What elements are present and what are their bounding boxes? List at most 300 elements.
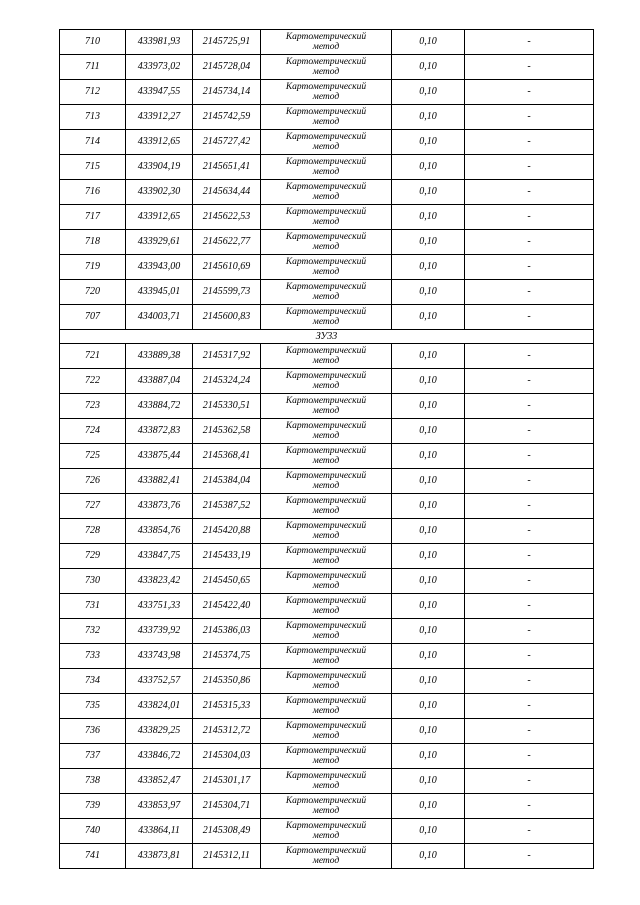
method-cell (261, 744, 392, 769)
table-row (60, 519, 594, 544)
accuracy-cell: 0,10 (392, 180, 465, 205)
point-number-cell: 717 (60, 205, 126, 230)
method-line-2: метод (312, 92, 340, 102)
coordinates-sheet (59, 29, 593, 869)
table-row (60, 130, 594, 155)
method-line-1: Картометрический (285, 307, 367, 317)
y-coordinate-cell: 2145651,41 (193, 155, 261, 180)
table-row (60, 844, 594, 869)
y-coordinate-cell: 2145301,17 (193, 769, 261, 794)
y-coordinate-cell: 2145634,44 (193, 180, 261, 205)
y-coordinate-cell: 2145387,52 (193, 494, 261, 519)
method-line-2: метод (312, 706, 340, 716)
y-coordinate-cell: 2145330,51 (193, 394, 261, 419)
table-row (60, 819, 594, 844)
note-cell: - (465, 130, 594, 155)
note-cell: - (465, 305, 594, 330)
point-number-cell: 726 (60, 469, 126, 494)
point-number-cell: 735 (60, 694, 126, 719)
method-line-2: метод (312, 681, 340, 691)
x-coordinate-cell: 433875,44 (126, 444, 193, 469)
accuracy-cell: 0,10 (392, 394, 465, 419)
method-line-2: метод (312, 142, 340, 152)
y-coordinate-cell: 2145368,41 (193, 444, 261, 469)
method-line-2: метод (312, 506, 340, 516)
method-cell (261, 369, 392, 394)
y-coordinate-cell: 2145742,59 (193, 105, 261, 130)
point-number-cell: 712 (60, 80, 126, 105)
method-line-1: Картометрический (285, 846, 367, 856)
method-cell (261, 494, 392, 519)
x-coordinate-cell: 433912,65 (126, 205, 193, 230)
point-number-cell: 716 (60, 180, 126, 205)
note-cell: - (465, 394, 594, 419)
y-coordinate-cell: 2145362,58 (193, 419, 261, 444)
accuracy-cell: 0,10 (392, 494, 465, 519)
method-line-2: метод (312, 267, 340, 277)
note-cell: - (465, 719, 594, 744)
y-coordinate-cell: 2145304,71 (193, 794, 261, 819)
point-number-cell: 723 (60, 394, 126, 419)
accuracy-cell: 0,10 (392, 769, 465, 794)
method-line-1: Картометрический (285, 521, 367, 531)
x-coordinate-cell: 433947,55 (126, 80, 193, 105)
method-line-1: Картометрический (285, 32, 367, 42)
method-line-2: метод (312, 292, 340, 302)
method-line-2: метод (312, 556, 340, 566)
accuracy-cell: 0,10 (392, 55, 465, 80)
method-line-1: Картометрический (285, 721, 367, 731)
table-row (60, 344, 594, 369)
x-coordinate-cell: 433873,76 (126, 494, 193, 519)
accuracy-cell: 0,10 (392, 369, 465, 394)
accuracy-cell: 0,10 (392, 255, 465, 280)
method-line-2: метод (312, 531, 340, 541)
method-cell (261, 644, 392, 669)
x-coordinate-cell: 433751,33 (126, 594, 193, 619)
method-line-2: метод (312, 656, 340, 666)
accuracy-cell: 0,10 (392, 694, 465, 719)
y-coordinate-cell: 2145304,03 (193, 744, 261, 769)
note-cell: - (465, 55, 594, 80)
table-body-block-1 (60, 30, 594, 330)
table-row (60, 619, 594, 644)
method-line-1: Картометрический (285, 396, 367, 406)
method-line-1: Картометрический (285, 182, 367, 192)
method-cell (261, 305, 392, 330)
accuracy-cell: 0,10 (392, 519, 465, 544)
note-cell: - (465, 544, 594, 569)
table-row (60, 594, 594, 619)
method-cell (261, 205, 392, 230)
x-coordinate-cell: 433929,61 (126, 230, 193, 255)
y-coordinate-cell: 2145599,73 (193, 280, 261, 305)
accuracy-cell: 0,10 (392, 819, 465, 844)
method-line-2: метод (312, 217, 340, 227)
table-body-block-2 (60, 344, 594, 869)
method-cell (261, 544, 392, 569)
table-row (60, 694, 594, 719)
method-line-2: метод (312, 806, 340, 816)
note-cell: - (465, 469, 594, 494)
accuracy-cell: 0,10 (392, 30, 465, 55)
x-coordinate-cell: 433945,01 (126, 280, 193, 305)
method-line-2: метод (312, 42, 340, 52)
table-row (60, 80, 594, 105)
accuracy-cell: 0,10 (392, 844, 465, 869)
accuracy-cell: 0,10 (392, 130, 465, 155)
method-line-2: метод (312, 731, 340, 741)
y-coordinate-cell: 2145308,49 (193, 819, 261, 844)
note-cell: - (465, 744, 594, 769)
accuracy-cell: 0,10 (392, 544, 465, 569)
point-number-cell: 711 (60, 55, 126, 80)
method-line-1: Картометрический (285, 546, 367, 556)
point-number-cell: 731 (60, 594, 126, 619)
note-cell: - (465, 494, 594, 519)
note-cell: - (465, 369, 594, 394)
point-number-cell: 713 (60, 105, 126, 130)
table-row (60, 369, 594, 394)
method-line-1: Картометрический (285, 571, 367, 581)
method-line-2: метод (312, 192, 340, 202)
method-line-1: Картометрический (285, 646, 367, 656)
method-line-2: метод (312, 167, 340, 177)
method-cell (261, 80, 392, 105)
accuracy-cell: 0,10 (392, 205, 465, 230)
method-cell (261, 230, 392, 255)
table-row (60, 305, 594, 330)
point-number-cell: 714 (60, 130, 126, 155)
section-row (60, 330, 594, 344)
accuracy-cell: 0,10 (392, 744, 465, 769)
table-row (60, 419, 594, 444)
x-coordinate-cell: 433752,57 (126, 669, 193, 694)
accuracy-cell: 0,10 (392, 569, 465, 594)
method-cell (261, 155, 392, 180)
table-row (60, 444, 594, 469)
table-row (60, 230, 594, 255)
note-cell: - (465, 280, 594, 305)
table-row (60, 180, 594, 205)
method-line-2: метод (312, 117, 340, 127)
note-cell: - (465, 230, 594, 255)
y-coordinate-cell: 2145622,77 (193, 230, 261, 255)
accuracy-cell: 0,10 (392, 469, 465, 494)
x-coordinate-cell: 433824,01 (126, 694, 193, 719)
table-row (60, 255, 594, 280)
method-line-1: Картометрический (285, 671, 367, 681)
x-coordinate-cell: 433854,76 (126, 519, 193, 544)
point-number-cell: 729 (60, 544, 126, 569)
method-line-1: Картометрический (285, 82, 367, 92)
accuracy-cell: 0,10 (392, 305, 465, 330)
table-row (60, 769, 594, 794)
method-cell (261, 519, 392, 544)
method-cell (261, 255, 392, 280)
note-cell: - (465, 344, 594, 369)
point-number-cell: 725 (60, 444, 126, 469)
note-cell: - (465, 205, 594, 230)
table-row (60, 105, 594, 130)
accuracy-cell: 0,10 (392, 594, 465, 619)
y-coordinate-cell: 2145386,03 (193, 619, 261, 644)
method-line-2: метод (312, 781, 340, 791)
method-cell (261, 719, 392, 744)
method-line-1: Картометрический (285, 282, 367, 292)
point-number-cell: 736 (60, 719, 126, 744)
y-coordinate-cell: 2145622,53 (193, 205, 261, 230)
point-number-cell: 722 (60, 369, 126, 394)
note-cell: - (465, 30, 594, 55)
y-coordinate-cell: 2145727,42 (193, 130, 261, 155)
point-number-cell: 734 (60, 669, 126, 694)
method-line-1: Картометрический (285, 132, 367, 142)
method-line-1: Картометрический (285, 57, 367, 67)
method-cell (261, 594, 392, 619)
accuracy-cell: 0,10 (392, 644, 465, 669)
x-coordinate-cell: 433904,19 (126, 155, 193, 180)
method-line-1: Картометрический (285, 207, 367, 217)
table-row (60, 55, 594, 80)
note-cell: - (465, 619, 594, 644)
y-coordinate-cell: 2145420,88 (193, 519, 261, 544)
point-number-cell: 738 (60, 769, 126, 794)
method-line-2: метод (312, 431, 340, 441)
accuracy-cell: 0,10 (392, 105, 465, 130)
method-cell (261, 180, 392, 205)
method-cell (261, 344, 392, 369)
x-coordinate-cell: 433743,98 (126, 644, 193, 669)
method-cell (261, 30, 392, 55)
point-number-cell: 737 (60, 744, 126, 769)
x-coordinate-cell: 433887,04 (126, 369, 193, 394)
method-line-1: Картометрический (285, 157, 367, 167)
x-coordinate-cell: 433829,25 (126, 719, 193, 744)
point-number-cell: 718 (60, 230, 126, 255)
method-line-2: метод (312, 356, 340, 366)
method-cell (261, 819, 392, 844)
point-number-cell: 707 (60, 305, 126, 330)
note-cell: - (465, 794, 594, 819)
note-cell: - (465, 694, 594, 719)
y-coordinate-cell: 2145725,91 (193, 30, 261, 55)
note-cell: - (465, 255, 594, 280)
y-coordinate-cell: 2145317,92 (193, 344, 261, 369)
method-line-1: Картометрический (285, 257, 367, 267)
method-line-1: Картометрический (285, 796, 367, 806)
table-row (60, 794, 594, 819)
x-coordinate-cell: 433882,41 (126, 469, 193, 494)
note-cell: - (465, 769, 594, 794)
accuracy-cell: 0,10 (392, 155, 465, 180)
point-number-cell: 739 (60, 794, 126, 819)
method-cell (261, 769, 392, 794)
accuracy-cell: 0,10 (392, 444, 465, 469)
method-line-1: Картометрический (285, 346, 367, 356)
y-coordinate-cell: 2145374,75 (193, 644, 261, 669)
y-coordinate-cell: 2145350,86 (193, 669, 261, 694)
y-coordinate-cell: 2145312,72 (193, 719, 261, 744)
method-line-2: метод (312, 406, 340, 416)
method-cell (261, 130, 392, 155)
y-coordinate-cell: 2145384,04 (193, 469, 261, 494)
method-cell (261, 444, 392, 469)
accuracy-cell: 0,10 (392, 794, 465, 819)
x-coordinate-cell: 433889,38 (126, 344, 193, 369)
note-cell: - (465, 669, 594, 694)
coordinates-table (59, 29, 594, 869)
accuracy-cell: 0,10 (392, 669, 465, 694)
method-line-2: метод (312, 831, 340, 841)
point-number-cell: 719 (60, 255, 126, 280)
point-number-cell: 727 (60, 494, 126, 519)
x-coordinate-cell: 433884,72 (126, 394, 193, 419)
method-cell (261, 419, 392, 444)
method-line-2: метод (312, 481, 340, 491)
method-cell (261, 794, 392, 819)
method-line-1: Картометрический (285, 107, 367, 117)
note-cell: - (465, 819, 594, 844)
y-coordinate-cell: 2145433,19 (193, 544, 261, 569)
note-cell: - (465, 519, 594, 544)
method-cell (261, 569, 392, 594)
x-coordinate-cell: 433847,75 (126, 544, 193, 569)
note-cell: - (465, 594, 594, 619)
method-line-1: Картометрический (285, 471, 367, 481)
y-coordinate-cell: 2145324,24 (193, 369, 261, 394)
x-coordinate-cell: 433973,02 (126, 55, 193, 80)
table-row (60, 644, 594, 669)
method-cell (261, 694, 392, 719)
accuracy-cell: 0,10 (392, 80, 465, 105)
table-row (60, 394, 594, 419)
method-line-1: Картометрический (285, 771, 367, 781)
method-line-1: Картометрический (285, 596, 367, 606)
table-row (60, 469, 594, 494)
method-line-1: Картометрический (285, 821, 367, 831)
method-line-2: метод (312, 606, 340, 616)
method-line-2: метод (312, 317, 340, 327)
x-coordinate-cell: 433873,81 (126, 844, 193, 869)
method-line-1: Картометрический (285, 496, 367, 506)
note-cell: - (465, 844, 594, 869)
point-number-cell: 710 (60, 30, 126, 55)
y-coordinate-cell: 2145450,65 (193, 569, 261, 594)
point-number-cell: 741 (60, 844, 126, 869)
table-row (60, 30, 594, 55)
note-cell: - (465, 644, 594, 669)
method-line-1: Картометрический (285, 621, 367, 631)
table-row (60, 744, 594, 769)
table-row (60, 544, 594, 569)
note-cell: - (465, 180, 594, 205)
note-cell: - (465, 569, 594, 594)
point-number-cell: 724 (60, 419, 126, 444)
x-coordinate-cell: 433902,30 (126, 180, 193, 205)
y-coordinate-cell: 2145734,14 (193, 80, 261, 105)
method-cell (261, 394, 392, 419)
table-row (60, 280, 594, 305)
accuracy-cell: 0,10 (392, 719, 465, 744)
method-line-2: метод (312, 67, 340, 77)
method-line-1: Картометрический (285, 371, 367, 381)
x-coordinate-cell: 433739,92 (126, 619, 193, 644)
accuracy-cell: 0,10 (392, 280, 465, 305)
table-row (60, 669, 594, 694)
method-cell (261, 55, 392, 80)
note-cell: - (465, 419, 594, 444)
method-line-1: Картометрический (285, 696, 367, 706)
accuracy-cell: 0,10 (392, 419, 465, 444)
method-line-1: Картометрический (285, 446, 367, 456)
table-row (60, 155, 594, 180)
table-row (60, 719, 594, 744)
x-coordinate-cell: 433912,27 (126, 105, 193, 130)
method-cell (261, 105, 392, 130)
x-coordinate-cell: 433853,97 (126, 794, 193, 819)
point-number-cell: 715 (60, 155, 126, 180)
method-line-2: метод (312, 381, 340, 391)
method-line-1: Картометрический (285, 746, 367, 756)
accuracy-cell: 0,10 (392, 619, 465, 644)
point-number-cell: 720 (60, 280, 126, 305)
x-coordinate-cell: 433912,65 (126, 130, 193, 155)
point-number-cell: 733 (60, 644, 126, 669)
x-coordinate-cell: 433872,83 (126, 419, 193, 444)
x-coordinate-cell: 433864,11 (126, 819, 193, 844)
method-line-2: метод (312, 242, 340, 252)
y-coordinate-cell: 2145422,40 (193, 594, 261, 619)
y-coordinate-cell: 2145610,69 (193, 255, 261, 280)
x-coordinate-cell: 433852,47 (126, 769, 193, 794)
note-cell: - (465, 80, 594, 105)
method-line-1: Картометрический (285, 421, 367, 431)
x-coordinate-cell: 433846,72 (126, 744, 193, 769)
table-row (60, 494, 594, 519)
table-row (60, 569, 594, 594)
point-number-cell: 721 (60, 344, 126, 369)
point-number-cell: 740 (60, 819, 126, 844)
method-line-2: метод (312, 581, 340, 591)
method-cell (261, 844, 392, 869)
y-coordinate-cell: 2145315,33 (193, 694, 261, 719)
note-cell: - (465, 155, 594, 180)
y-coordinate-cell: 2145600,83 (193, 305, 261, 330)
x-coordinate-cell: 434003,71 (126, 305, 193, 330)
accuracy-cell: 0,10 (392, 230, 465, 255)
method-cell (261, 669, 392, 694)
table-row (60, 205, 594, 230)
method-cell (261, 280, 392, 305)
method-line-2: метод (312, 856, 340, 866)
x-coordinate-cell: 433943,00 (126, 255, 193, 280)
point-number-cell: 730 (60, 569, 126, 594)
y-coordinate-cell: 2145312,11 (193, 844, 261, 869)
accuracy-cell: 0,10 (392, 344, 465, 369)
x-coordinate-cell: 433823,42 (126, 569, 193, 594)
method-line-1: Картометрический (285, 232, 367, 242)
point-number-cell: 728 (60, 519, 126, 544)
section-header (60, 330, 594, 344)
method-cell (261, 619, 392, 644)
method-line-2: метод (312, 631, 340, 641)
section-title: ЗУ33 (60, 330, 594, 344)
method-cell (261, 469, 392, 494)
x-coordinate-cell: 433981,93 (126, 30, 193, 55)
point-number-cell: 732 (60, 619, 126, 644)
note-cell: - (465, 444, 594, 469)
